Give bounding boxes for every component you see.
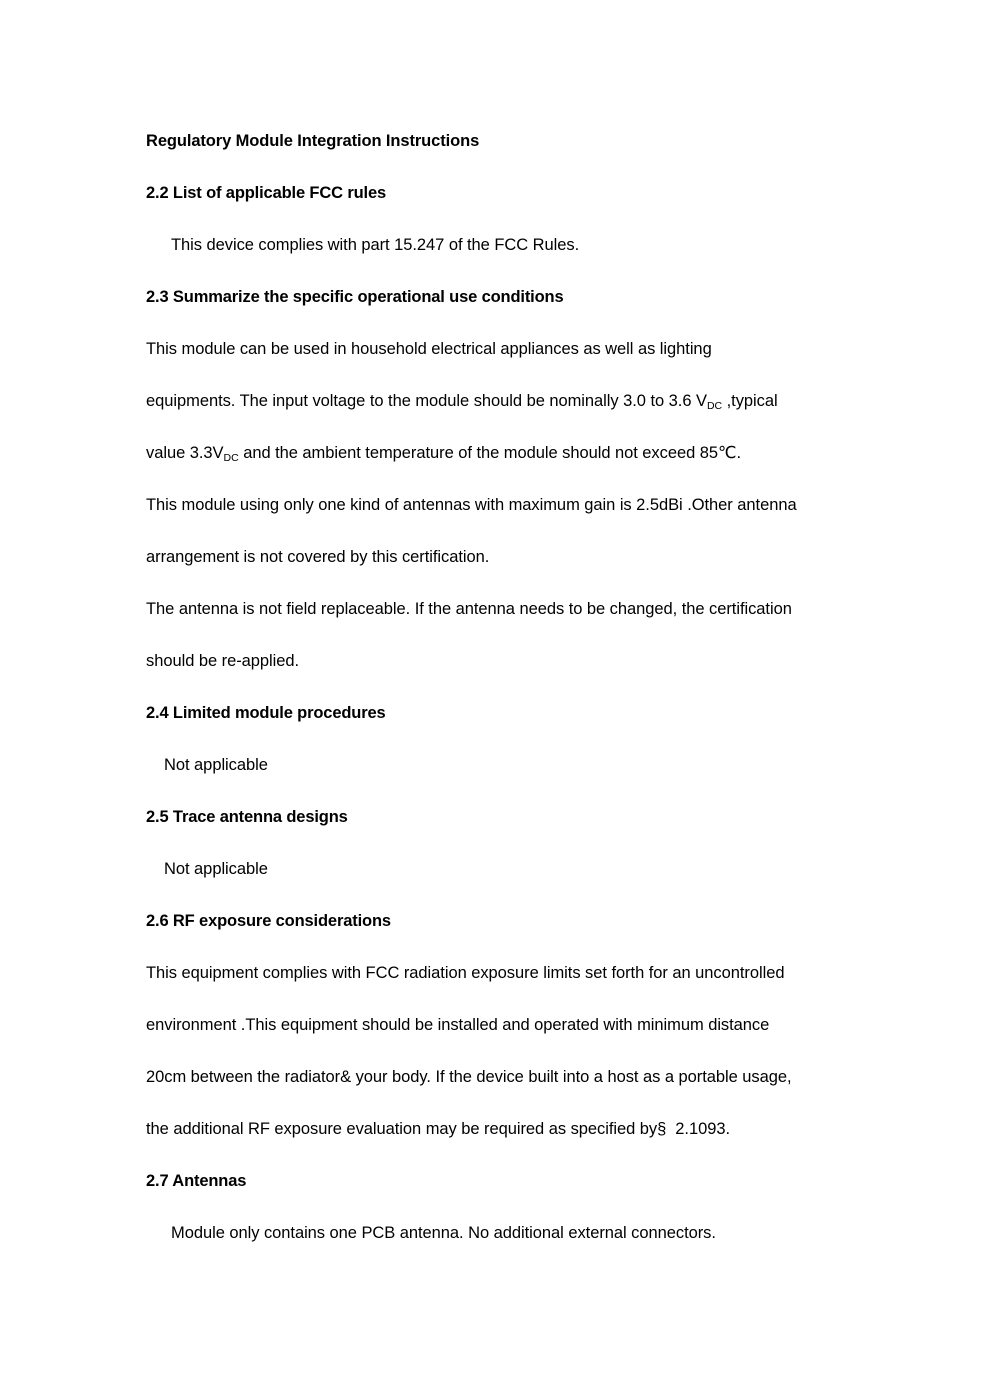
- sections-container: [146, 180, 846, 1272]
- section-2.3-line: should be re-applied.: [146, 652, 300, 670]
- page-title: Regulatory Module Integration Instructions: [146, 132, 480, 150]
- section-heading-2.4: 2.4 Limited module procedures: [146, 704, 386, 722]
- section-2.6-line: environment .This equipment should be installed and operated with minimum distance: [146, 1016, 770, 1034]
- section-2.6-line: This equipment complies with FCC radiation exposure limits set forth for an uncontrolled: [146, 964, 785, 982]
- section-heading-2.2: 2.2 List of applicable FCC rules: [146, 184, 387, 202]
- section-heading-2.7: 2.7 Antennas: [146, 1172, 247, 1190]
- section-2.3-line: equipments. The input voltage to the module should be nominally 3.0 to 3.6 $V_{DC}$ ,typical: [146, 392, 778, 412]
- section-2.7-line: Module only contains one PCB antenna. No additional external connectors.: [171, 1224, 716, 1242]
- section-heading-2.6: 2.6 RF exposure considerations: [146, 912, 391, 930]
- section-2.6-line: the additional RF exposure evaluation may be required as specified by§ 2.1093.: [146, 1120, 731, 1138]
- document-body: [146, 128, 846, 1272]
- section-2.3-line: value $3.3V_{DC}$ and the ambient temperature of the module should not exceed 85℃.: [146, 444, 742, 464]
- section-heading-2.5: 2.5 Trace antenna designs: [146, 808, 348, 826]
- section-2.4-line: Not applicable: [164, 756, 268, 774]
- section-2.3-line: This module using only one kind of antennas with maximum gain is 2.5dBi .Other antenna: [146, 496, 797, 514]
- section-heading-2.3: 2.3 Summarize the specific operational use conditions: [146, 288, 564, 306]
- section-2.3-line: arrangement is not covered by this certification.: [146, 548, 490, 566]
- section-2.6-line: 20cm between the radiator& your body. If the device built into a host as a portable usage,: [146, 1068, 792, 1086]
- section-2.3-line: The antenna is not field replaceable. If the antenna needs to be changed, the certification: [146, 600, 792, 618]
- section-2.2-line: This device complies with part 15.247 of the FCC Rules.: [171, 236, 580, 254]
- section-2.3-line: This module can be used in household electrical appliances as well as lighting: [146, 340, 712, 358]
- section-2.5-line: Not applicable: [164, 860, 268, 878]
